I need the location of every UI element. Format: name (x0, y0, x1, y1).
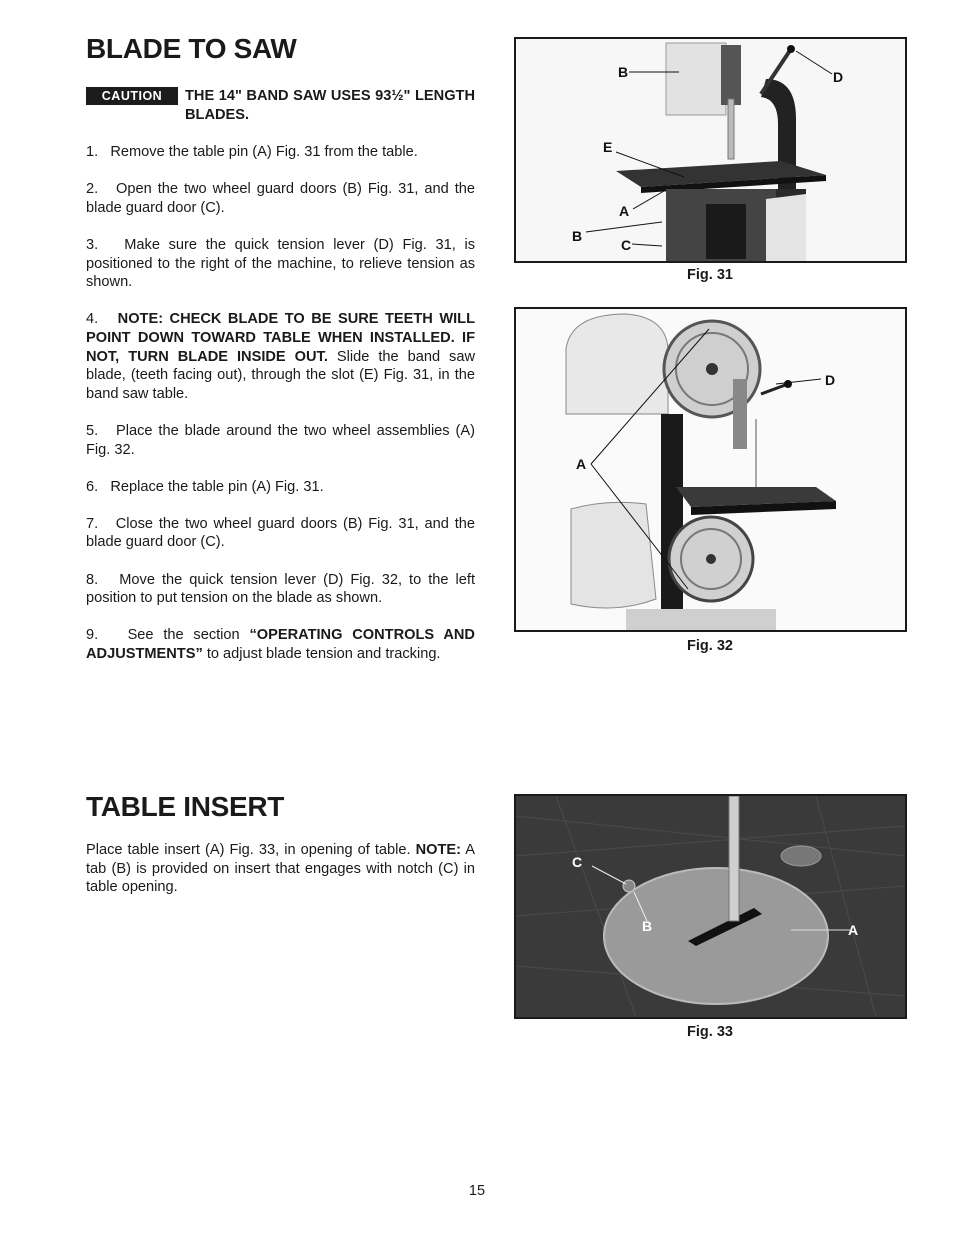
step-number: 2. (86, 181, 99, 198)
step-number: 5. (86, 422, 99, 439)
figure-32-caption: Fig. 32 (687, 638, 733, 654)
step-2 (86, 180, 475, 217)
figure-32-image (514, 307, 907, 632)
figure-33-image (514, 794, 907, 1019)
fig31-label-a: A (619, 203, 630, 219)
paragraph-text: Place table insert (A) Fig. 33, in opening of table. (86, 842, 411, 858)
figure-33-caption: Fig. 33 (687, 1024, 733, 1040)
figure-31-image (514, 37, 907, 263)
bandsaw-top-illustration (516, 39, 905, 261)
step-1 (86, 143, 475, 162)
step-number: 6. (86, 478, 99, 495)
fig31-label-b-bottom: B (572, 228, 583, 244)
table-insert-body (86, 841, 475, 897)
step-text: Replace the table pin (A) Fig. 31. (110, 478, 324, 495)
fig33-label-c: C (572, 854, 583, 870)
step-4 (86, 310, 475, 403)
step-number: 9. (86, 627, 99, 644)
table-insert-illustration (516, 796, 905, 1017)
fig32-label-a: A (576, 456, 587, 472)
step-text: Close the two wheel guard doors (B) Fig. 31, and the blade guard door (C). (86, 515, 475, 551)
step-6 (86, 478, 475, 497)
step-text: Open the two wheel guard doors (B) Fig. 31, and the blade guard door (C). (86, 181, 475, 216)
step-text: Place the blade around the two wheel assemblies (A) Fig. 32. (86, 422, 475, 458)
step-7 (86, 515, 475, 552)
page-number: 15 (468, 1183, 486, 1199)
steps-list (86, 143, 475, 664)
fig31-label-d: D (833, 69, 844, 85)
fig33-label-a: A (848, 922, 859, 938)
step-text: Move the quick tension lever (D) Fig. 32, to the left position to put tension on the blade as shown. (86, 571, 475, 607)
step-bold-note: NOTE: CHECK BLADE TO BE SURE TEETH WILL POINT DOWN TOWARD TABLE WHEN INSTALLED. IF NOT, TURN BLADE INSIDE OUT. (86, 311, 475, 365)
step-number: 3. (86, 236, 99, 253)
fig31-label-c: C (621, 237, 632, 253)
figure-31-caption: Fig. 31 (687, 267, 733, 283)
step-number: 8. (86, 571, 99, 588)
step-9 (86, 626, 475, 663)
step-8 (86, 571, 475, 608)
step-text: Remove the table pin (A) Fig. 31 from the table. (110, 144, 418, 160)
fig31-label-e: E (603, 139, 613, 155)
step-5 (86, 422, 475, 459)
step-text: to adjust blade tension and tracking. (206, 646, 441, 663)
table-insert-paragraph (86, 841, 475, 897)
bandsaw-open-doors-illustration (516, 309, 905, 630)
step-text: Make sure the quick tension lever (D) Fig. 31, is positioned to the right of the machine, to relieve tension as shown. (86, 236, 475, 291)
paragraph-text-2: A tab (B) is provided on insert that engages with notch (C) in table opening. (86, 842, 475, 896)
fig31-label-b-top: B (618, 64, 629, 80)
fig32-label-d: D (825, 372, 836, 388)
step-number: 4. (86, 311, 99, 328)
step-number: 1. (86, 144, 99, 160)
step-number: 7. (86, 515, 99, 532)
section-title-table-insert: TABLE INSERT (86, 791, 285, 822)
caution-text: THE 14" BAND SAW USES 93½" LENGTH BLADES. (185, 88, 475, 123)
step-bold-reference: “OPERATING CONTROLS AND ADJUSTMENTS” (86, 627, 475, 663)
step-3 (86, 236, 475, 292)
caution-badge: CAUTION (86, 87, 178, 105)
paragraph-note: NOTE: (415, 842, 462, 858)
step-text-pre: See the section (127, 627, 240, 644)
step-text: Slide the band saw blade, (teeth facing out), through the slot (E) Fig. 31, in the band saw table. (86, 348, 476, 402)
section-title-blade-to-saw: BLADE TO SAW (86, 33, 297, 64)
fig33-label-b: B (642, 918, 653, 934)
